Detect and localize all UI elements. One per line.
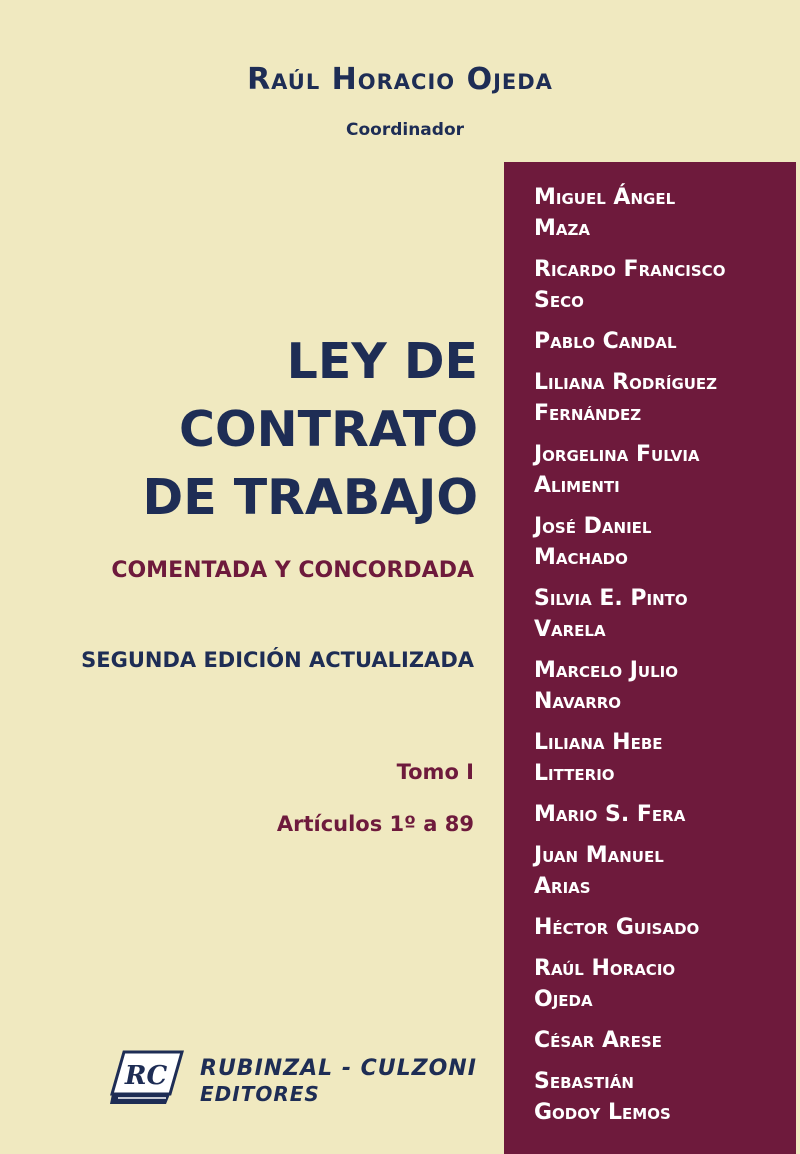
publisher-logo-icon [110,1048,186,1106]
author-name-line: Liliana Rodríguez [534,370,718,395]
author-name-line: Navarro [534,689,622,714]
author-name-line: Héctor Guisado [534,915,700,940]
author-item [534,511,794,573]
author-name-line: Maza [534,216,590,241]
author-name-line: Varela [534,617,606,642]
author-item [534,182,794,244]
title-line-2: CONTRATO [179,401,478,458]
volume-label: Tomo I [396,760,474,784]
author-name-line: José Daniel [534,514,652,539]
author-item [534,953,794,1015]
author-name-line: Fernández [534,401,642,426]
author-item [534,727,794,789]
author-name-line: Alimenti [534,473,620,498]
author-item [534,583,794,645]
publisher-block [110,1044,490,1114]
author-name-line: Seco [534,288,584,313]
author-name-line: Arias [534,874,591,899]
author-name-line: Ojeda [534,987,593,1012]
author-item [534,840,794,902]
author-name-line: Litterio [534,761,615,786]
publisher-name: RUBINZAL - CULZONI [200,1056,477,1081]
title-line-1: LEY DE [286,333,478,390]
author-item [534,912,794,943]
author-name-line: Jorgelina Fulvia [534,442,700,467]
author-name-line: Liliana Hebe [534,730,663,755]
book-subtitle: COMENTADA Y CONCORDADA [111,558,474,583]
author-name-line: Juan Manuel [534,843,664,868]
publisher-subtitle: EDITORES [200,1082,320,1106]
author-item [534,367,794,429]
author-item [534,254,794,316]
author-name-line: Ricardo Francisco [534,257,726,282]
author-item [534,655,794,717]
author-name-line: Machado [534,545,628,570]
author-name-line: Godoy Lemos [534,1100,671,1125]
author-item [534,1066,794,1128]
authors-panel [504,162,796,1154]
author-name-line: Silvia E. Pinto [534,586,688,611]
author-item [534,1025,794,1056]
author-name-line: César Arese [534,1028,662,1053]
edition-label: SEGUNDA EDICIÓN ACTUALIZADA [81,648,474,672]
author-name-line: Miguel Ángel [534,185,676,210]
coordinator-role: Coordinador [345,120,465,140]
book-title [58,328,478,532]
author-name-line: Raúl Horacio [534,956,676,981]
author-item [534,799,794,830]
author-item [534,326,794,357]
articles-range: Artículos 1º a 89 [276,812,474,836]
svg-text:RC: RC [124,1061,168,1091]
title-line-3: DE TRABAJO [142,469,478,526]
author-item [534,439,794,501]
author-name-line: Mario S. Fera [534,802,686,827]
author-name-line: Pablo Candal [534,329,677,354]
authors-list [534,182,794,1138]
author-name-line: Sebastián [534,1069,634,1094]
coordinator-name: Raúl Horacio Ojeda [247,62,553,97]
author-name-line: Marcelo Julio [534,658,678,683]
